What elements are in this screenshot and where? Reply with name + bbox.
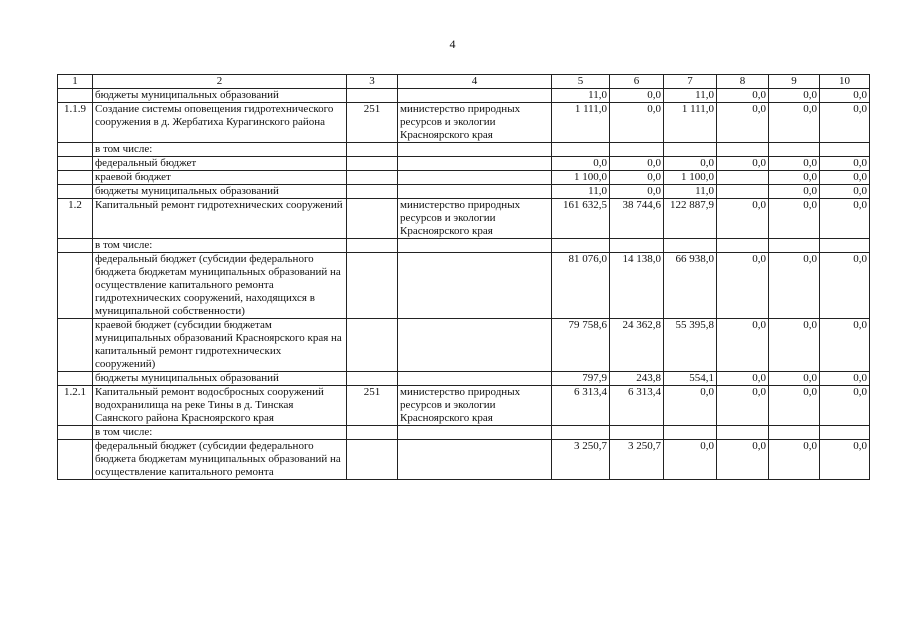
row-number-cell: 1.2 — [58, 199, 93, 239]
row-name-cell: Капитальный ремонт водосбросных сооружений водохранилища на реке Тины в д. Тинская Саянского района Красноярского края — [93, 386, 347, 426]
value-cell-col10: 0,0 — [820, 440, 870, 480]
row-category-cell — [347, 372, 398, 386]
row-category-cell — [347, 319, 398, 372]
value-cell-col10 — [820, 143, 870, 157]
value-cell-col6 — [610, 426, 664, 440]
column-header: 10 — [820, 75, 870, 89]
row-category-cell — [347, 199, 398, 239]
table-row — [58, 185, 870, 199]
value-cell-col5: 81 076,0 — [552, 253, 610, 319]
row-organization-cell — [398, 319, 552, 372]
value-cell-col9: 0,0 — [769, 319, 820, 372]
value-cell-col6: 6 313,4 — [610, 386, 664, 426]
value-cell-col10: 0,0 — [820, 253, 870, 319]
value-cell-col7: 55 395,8 — [664, 319, 717, 372]
table-row — [58, 143, 870, 157]
column-header: 2 — [93, 75, 347, 89]
value-cell-col9: 0,0 — [769, 372, 820, 386]
column-header: 1 — [58, 75, 93, 89]
row-name-cell: бюджеты муниципальных образований — [93, 89, 347, 103]
budget-table — [57, 74, 870, 480]
value-cell-col6: 0,0 — [610, 171, 664, 185]
column-header: 7 — [664, 75, 717, 89]
value-cell-col5 — [552, 239, 610, 253]
value-cell-col9: 0,0 — [769, 253, 820, 319]
value-cell-col5: 3 250,7 — [552, 440, 610, 480]
column-header: 9 — [769, 75, 820, 89]
value-cell-col7: 0,0 — [664, 386, 717, 426]
value-cell-col7: 1 100,0 — [664, 171, 717, 185]
table-body — [58, 89, 870, 480]
row-organization-cell — [398, 143, 552, 157]
column-header: 3 — [347, 75, 398, 89]
row-category-cell — [347, 253, 398, 319]
column-header: 6 — [610, 75, 664, 89]
value-cell-col8: 0,0 — [717, 157, 769, 171]
row-name-cell: Капитальный ремонт гидротехнических сооружений — [93, 199, 347, 239]
value-cell-col7: 122 887,9 — [664, 199, 717, 239]
row-name-cell: федеральный бюджет (субсидии федерального бюджета бюджетам муниципальных образований на осуществление капитального ремонта гидротехнических сооружений, находящихся в муниципальной собственности) — [93, 253, 347, 319]
row-name-cell: федеральный бюджет — [93, 157, 347, 171]
table-row — [58, 426, 870, 440]
row-category-cell — [347, 239, 398, 253]
value-cell-col5: 161 632,5 — [552, 199, 610, 239]
value-cell-col5: 0,0 — [552, 157, 610, 171]
column-header: 8 — [717, 75, 769, 89]
row-name-cell: в том числе: — [93, 239, 347, 253]
row-name-cell: краевой бюджет — [93, 171, 347, 185]
value-cell-col9: 0,0 — [769, 103, 820, 143]
value-cell-col10: 0,0 — [820, 103, 870, 143]
value-cell-col9: 0,0 — [769, 199, 820, 239]
value-cell-col10: 0,0 — [820, 157, 870, 171]
row-name-cell: краевой бюджет (субсидии бюджетам муниципальных образований Красноярского края на капитальный ремонт гидротехнических сооружений) — [93, 319, 347, 372]
table-row — [58, 171, 870, 185]
row-organization-cell: министерство природных ресурсов и экологии Красноярского края — [398, 103, 552, 143]
table-row — [58, 386, 870, 426]
row-organization-cell — [398, 89, 552, 103]
row-category-cell — [347, 185, 398, 199]
table-row — [58, 372, 870, 386]
value-cell-col7 — [664, 239, 717, 253]
value-cell-col5 — [552, 143, 610, 157]
row-number-cell — [58, 372, 93, 386]
value-cell-col6: 243,8 — [610, 372, 664, 386]
value-cell-col6: 3 250,7 — [610, 440, 664, 480]
row-number-cell — [58, 239, 93, 253]
value-cell-col7 — [664, 426, 717, 440]
value-cell-col6: 0,0 — [610, 103, 664, 143]
value-cell-col6: 0,0 — [610, 157, 664, 171]
table-row — [58, 253, 870, 319]
row-organization-cell — [398, 239, 552, 253]
row-name-cell: бюджеты муниципальных образований — [93, 185, 347, 199]
value-cell-col6: 0,0 — [610, 185, 664, 199]
value-cell-col10: 0,0 — [820, 171, 870, 185]
row-organization-cell — [398, 440, 552, 480]
value-cell-col8: 0,0 — [717, 253, 769, 319]
row-organization-cell — [398, 426, 552, 440]
value-cell-col10: 0,0 — [820, 185, 870, 199]
value-cell-col10 — [820, 239, 870, 253]
row-number-cell — [58, 89, 93, 103]
row-category-cell — [347, 143, 398, 157]
value-cell-col10: 0,0 — [820, 386, 870, 426]
row-number-cell: 1.1.9 — [58, 103, 93, 143]
table-header-row — [58, 75, 870, 89]
row-category-cell — [347, 171, 398, 185]
value-cell-col6: 38 744,6 — [610, 199, 664, 239]
row-number-cell — [58, 157, 93, 171]
row-organization-cell: министерство природных ресурсов и экологии Красноярского края — [398, 386, 552, 426]
value-cell-col8: 0,0 — [717, 440, 769, 480]
column-header: 5 — [552, 75, 610, 89]
value-cell-col8 — [717, 143, 769, 157]
value-cell-col5: 797,9 — [552, 372, 610, 386]
row-name-cell: в том числе: — [93, 143, 347, 157]
row-organization-cell — [398, 185, 552, 199]
value-cell-col6: 0,0 — [610, 89, 664, 103]
value-cell-col7: 66 938,0 — [664, 253, 717, 319]
value-cell-col8: 0,0 — [717, 89, 769, 103]
value-cell-col9: 0,0 — [769, 171, 820, 185]
row-organization-cell — [398, 157, 552, 171]
table-row — [58, 103, 870, 143]
value-cell-col6: 24 362,8 — [610, 319, 664, 372]
row-number-cell — [58, 426, 93, 440]
value-cell-col9: 0,0 — [769, 440, 820, 480]
value-cell-col9 — [769, 426, 820, 440]
value-cell-col5: 79 758,6 — [552, 319, 610, 372]
row-category-cell — [347, 157, 398, 171]
value-cell-col10: 0,0 — [820, 372, 870, 386]
page-number: 4 — [449, 37, 456, 51]
value-cell-col7: 554,1 — [664, 372, 717, 386]
table-row — [58, 239, 870, 253]
value-cell-col10: 0,0 — [820, 89, 870, 103]
value-cell-col8: 0,0 — [717, 386, 769, 426]
value-cell-col8: 0,0 — [717, 372, 769, 386]
value-cell-col5 — [552, 426, 610, 440]
row-organization-cell — [398, 253, 552, 319]
value-cell-col8 — [717, 239, 769, 253]
value-cell-col9 — [769, 239, 820, 253]
row-organization-cell — [398, 372, 552, 386]
table-row — [58, 319, 870, 372]
column-header: 4 — [398, 75, 552, 89]
row-organization-cell: министерство природных ресурсов и экологии Красноярского края — [398, 199, 552, 239]
value-cell-col5: 11,0 — [552, 89, 610, 103]
row-category-cell: 251 — [347, 103, 398, 143]
value-cell-col5: 1 100,0 — [552, 171, 610, 185]
row-name-cell: в том числе: — [93, 426, 347, 440]
value-cell-col9: 0,0 — [769, 157, 820, 171]
row-number-cell — [58, 253, 93, 319]
value-cell-col10: 0,0 — [820, 319, 870, 372]
value-cell-col8 — [717, 426, 769, 440]
table-row — [58, 89, 870, 103]
value-cell-col7: 0,0 — [664, 440, 717, 480]
value-cell-col6: 14 138,0 — [610, 253, 664, 319]
row-name-cell: Создание системы оповещения гидротехнического сооружения в д. Жербатиха Курагинского района — [93, 103, 347, 143]
value-cell-col9: 0,0 — [769, 185, 820, 199]
row-category-cell — [347, 426, 398, 440]
value-cell-col7: 0,0 — [664, 157, 717, 171]
row-number-cell: 1.2.1 — [58, 386, 93, 426]
row-number-cell — [58, 171, 93, 185]
row-number-cell — [58, 143, 93, 157]
value-cell-col7: 11,0 — [664, 89, 717, 103]
table-row — [58, 157, 870, 171]
row-category-cell: 251 — [347, 386, 398, 426]
value-cell-col6 — [610, 143, 664, 157]
value-cell-col9: 0,0 — [769, 89, 820, 103]
value-cell-col9 — [769, 143, 820, 157]
row-organization-cell — [398, 171, 552, 185]
value-cell-col10: 0,0 — [820, 199, 870, 239]
table-row — [58, 199, 870, 239]
table-row — [58, 440, 870, 480]
row-category-cell — [347, 89, 398, 103]
value-cell-col10 — [820, 426, 870, 440]
value-cell-col8: 0,0 — [717, 199, 769, 239]
value-cell-col5: 11,0 — [552, 185, 610, 199]
value-cell-col5: 6 313,4 — [552, 386, 610, 426]
value-cell-col9: 0,0 — [769, 386, 820, 426]
row-name-cell: федеральный бюджет (субсидии федерального бюджета бюджетам муниципальных образований на осуществление капитального ремонта — [93, 440, 347, 480]
row-number-cell — [58, 319, 93, 372]
row-category-cell — [347, 440, 398, 480]
row-number-cell — [58, 185, 93, 199]
value-cell-col7: 1 111,0 — [664, 103, 717, 143]
row-name-cell: бюджеты муниципальных образований — [93, 372, 347, 386]
value-cell-col7: 11,0 — [664, 185, 717, 199]
value-cell-col8: 0,0 — [717, 103, 769, 143]
value-cell-col8 — [717, 171, 769, 185]
value-cell-col5: 1 111,0 — [552, 103, 610, 143]
row-number-cell — [58, 440, 93, 480]
value-cell-col8: 0,0 — [717, 319, 769, 372]
value-cell-col8 — [717, 185, 769, 199]
value-cell-col6 — [610, 239, 664, 253]
value-cell-col7 — [664, 143, 717, 157]
